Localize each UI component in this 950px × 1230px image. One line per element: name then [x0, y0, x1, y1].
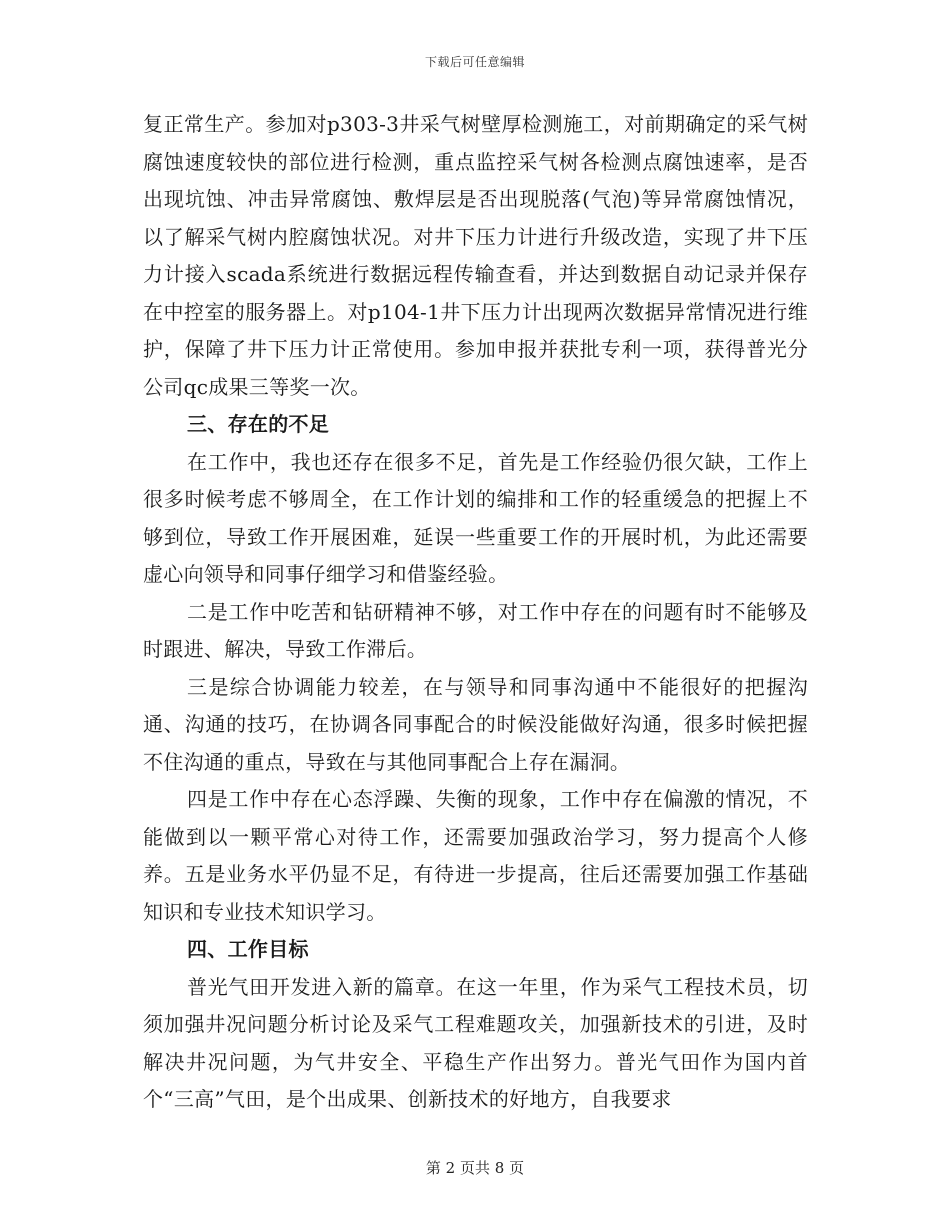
header-note: 下载后可任意编辑 [424, 55, 525, 69]
page-number: 第 2 页共 8 页 [425, 1159, 525, 1177]
section-heading-goals: 四、工作目标 [187, 937, 309, 961]
document-body [143, 106, 808, 1119]
paragraph-shortcoming-3: 三是综合协调能力较差，在与领导和同事沟通中不能很好的把握沟通、沟通的技巧，在协调各同事配合的时候没能做好沟通，很多时候把握不住沟通的重点，导致在与其他同事配合上存在漏洞。 [143, 674, 808, 774]
paragraph-continuation: 复正常生产。参加对p303-3井采气树壁厚检测施工，对前期确定的采气树腐蚀速度较快的部位进行检测，重点监控采气树各检测点腐蚀速率，是否出现坑蚀、冲击异常腐蚀、敷焊层是否出现脱落(气泡)等异常腐蚀情况，以了解采气树内腔腐蚀状况。对井下压力计进行升级改造，实现了井下压力计接入scada系统进行数据远程传输查看，并达到数据自动记录并保存在中控室的服务器上。对p104-1井下压力计出现两次数据异常情况进行维护，保障了井下压力计正常使用。参加申报并获批专利一项，获得普光分公司qc成果三等奖一次。 [143, 112, 808, 399]
paragraph-shortcoming-4: 四是工作中存在心态浮躁、失衡的现象，工作中存在偏激的情况，不能做到以一颗平常心对待工作，还需要加强政治学习，努力提高个人修养。五是业务水平仍显不足，有待进一步提高，往后还需要加强工作基础知识和专业技术知识学习。 [143, 787, 808, 924]
section-heading-shortcomings: 三、存在的不足 [187, 412, 330, 436]
paragraph-shortcoming-1: 在工作中，我也还存在很多不足，首先是工作经验仍很欠缺，工作上很多时候考虑不够周全，在工作计划的编排和工作的轻重缓急的把握上不够到位，导致工作开展困难，延误一些重要工作的开展时机，为此还需要虚心向领导和同事仔细学习和借鉴经验。 [143, 449, 808, 586]
paragraph-shortcoming-2: 二是工作中吃苦和钻研精神不够，对工作中存在的问题有时不能够及时跟进、解决，导致工作滞后。 [143, 599, 808, 661]
paragraph-goals: 普光气田开发进入新的篇章。在这一年里，作为采气工程技术员，切须加强井况问题分析讨论及采气工程难题攻关，加强新技术的引进，及时解决井况问题，为气井安全、平稳生产作出努力。普光气田作为国内首个“三高”气田，是个出成果、创新技术的好地方，自我要求 [143, 974, 808, 1111]
